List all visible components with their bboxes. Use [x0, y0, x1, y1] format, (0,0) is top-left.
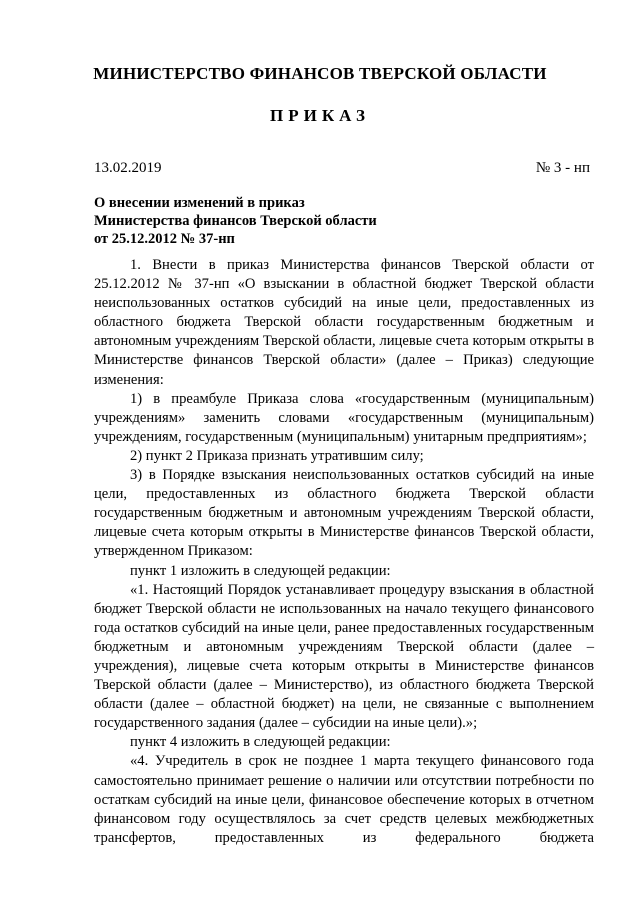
subject-line-3: от 25.12.2012 № 37-нп: [94, 231, 235, 247]
body-paragraph-8: «4. Учредитель в срок не позднее 1 марта текущего финансового года самостоятельно принимает решение о наличии или отсутствии потребности по остаткам субсидий на иные цели, финансовое обеспечение которых в отчетном финансовом году осуществлялось за счет средств целевых межбюджетных трансфертов, предоставленных из федерального бюджета: [94, 753, 594, 846]
body-paragraph-2: 1) в преамбуле Приказа слова «государственным (муниципальным) учреждениям» заменить словами «государственным (муниципальным) учреждениям, государственным (муниципальным) унитарным предприятиям»;: [94, 390, 594, 445]
date-number-line: [94, 160, 590, 177]
subject-line-2: Министерства финансов Тверской области: [94, 213, 377, 229]
order-number: № 3 - нп: [535, 160, 590, 176]
order-subject: [94, 194, 574, 248]
body-paragraph-1: 1. Внести в приказ Министерства финансов Тверской области от 25.12.2012 № 37-нп «О взыскании в областной бюджет Тверской области неиспользованных остатков субсидий на иные цели, предоставленных из областного бюджета Тверской области государственным бюджетным и автономным учреждениям Тверской области, лицевые счета которым открыты в Министерстве финансов Тверской области» (далее – Приказ) следующие изменения:: [94, 257, 594, 388]
body-paragraph-7: пункт 4 изложить в следующей редакции:: [130, 734, 391, 751]
body-paragraph-6: «1. Настоящий Порядок устанавливает процедуру взыскания в областной бюджет Тверской области не использованных на начало текущего финансового года остатков субсидий на иные цели, ранее предоставленных государственным бюджетным и автономным учреждениям Тверской области (далее – учреждения), лицевые счета которым открыты в Министерстве финансов Тверской области (далее – Министерство), из областного бюджета Тверской области (далее – областной бюджет) на цели, не связанные с выполнением государственного задания (далее – субсидии на иные цели).»;: [94, 581, 594, 732]
body-paragraph-5: пункт 1 изложить в следующей редакции:: [130, 562, 391, 579]
body-paragraph-4: 3) в Порядке взыскания неиспользованных остатков субсидий на иные цели, предоставленных из областного бюджета Тверской области государственным бюджетным и автономным учреждениям Тверской области, лицевые счета которым открыты в Министерстве финансов Тверской области, утвержденном Приказом:: [94, 467, 594, 560]
body-paragraph-3: 2) пункт 2 Приказа признать утратившим силу;: [130, 447, 424, 464]
ministry-name: МИНИСТЕРСТВО ФИНАНСОВ ТВЕРСКОЙ ОБЛАСТИ: [93, 64, 547, 83]
order-title: ПРИКАЗ: [270, 106, 370, 125]
order-body: [94, 256, 594, 848]
order-date: 13.02.2019: [94, 160, 162, 176]
subject-line-1: О внесении изменений в приказ: [94, 195, 305, 211]
